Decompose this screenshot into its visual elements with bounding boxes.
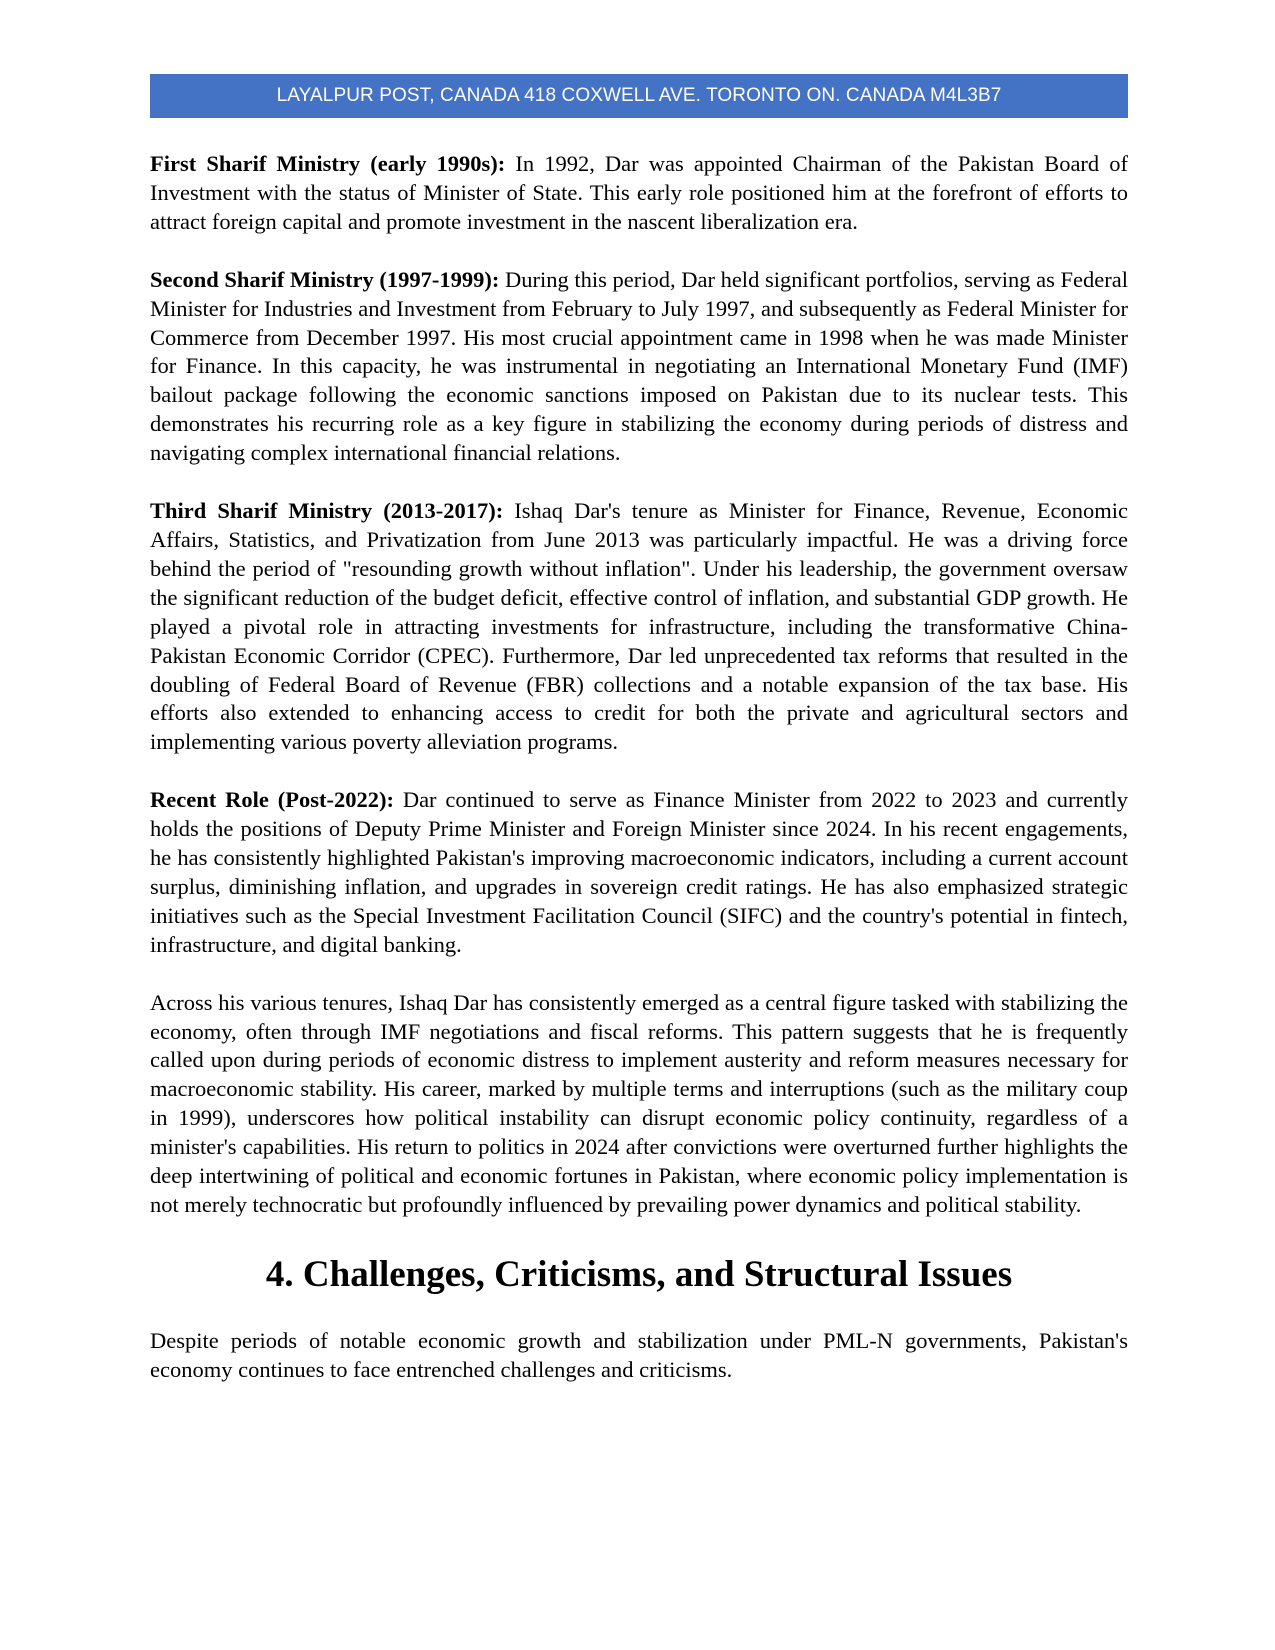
paragraph-lead: Second Sharif Ministry (1997-1999): [150,266,500,292]
paragraph-text: In 1992, Dar was appointed Chairman of the Pakistan Board of Investment with the status of Minister of State. This early role positioned him at the forefront of efforts to attract foreign capital and promote investment in the nascent liberalization era. [150,151,1129,234]
paragraph-recent-role [150,786,1128,959]
paragraph-lead: Recent Role (Post-2022): [150,787,394,813]
paragraph-first-sharif-ministry [150,150,1128,237]
header-address: LAYALPUR POST, CANADA 418 COXWELL AVE. TORONTO ON. CANADA M4L3B7 [276,85,1002,106]
paragraph-text: During this period, Dar held significant portfolios, serving as Federal Minister for Industries and Investment from February to July 1997, and subsequently as Federal Minister for Commerce from December 1997. His most crucial appointment came in 1998 when he was made Minister for Finance. In this capacity, he was instrumental in negotiating an International Monetary Fund (IMF) bailout package following the economic sanctions imposed on Pakistan due to its nuclear tests. This demonstrates his recurring role as a key figure in stabilizing the economy during periods of distress and navigating complex international financial relations. [150,266,1128,466]
paragraph-text: Ishaq Dar's tenure as Minister for Finance, Revenue, Economic Affairs, Statistics, and Privatization from June 2013 was particularly impactful. He was a driving force behind the period of "resounding growth without inflation". Under his leadership, the government oversaw the significant reduction of the budget deficit, effective control of inflation, and substantial GDP growth. He played a pivotal role in attracting investments for infrastructure, including the transformative China-Pakistan Economic Corridor (CPEC). Furthermore, Dar led unprecedented tax reforms that resulted in the doubling of Federal Board of Revenue (FBR) collections and a notable expansion of the tax base. His efforts also extended to enhancing access to credit for both the private and agricultural sectors and implementing various poverty alleviation programs. [150,498,1128,755]
paragraph-second-sharif-ministry [150,266,1128,468]
page-header-banner [150,74,1128,118]
paragraph-section-intro: Despite periods of notable economic growth and stabilization under PML-N governments, Pakistan's economy continues to face entrenched challenges and criticisms. [150,1327,1128,1382]
document-body [150,150,1128,1414]
paragraph-lead: First Sharif Ministry (early 1990s): [150,151,506,176]
paragraph-summary: Across his various tenures, Ishaq Dar has consistently emerged as a central figure tasked with stabilizing the economy, often through IMF negotiations and fiscal reforms. This pattern suggests that he is frequently called upon during periods of economic distress to implement austerity and reform measures necessary for macroeconomic stability. His career, marked by multiple terms and interruptions (such as the military coup in 1999), underscores how political instability can disrupt economic policy continuity, regardless of a minister's capabilities. His return to politics in 2024 after convictions were overturned further highlights the deep intertwining of political and economic fortunes in Pakistan, where economic policy implementation is not merely technocratic but profoundly influenced by prevailing power dynamics and political stability. [150,989,1128,1217]
paragraph-third-sharif-ministry [150,497,1128,757]
section-heading: 4. Challenges, Criticisms, and Structural Issues [265,1253,1013,1295]
paragraph-lead: Third Sharif Ministry (2013-2017): [150,498,504,524]
paragraph-text: Dar continued to serve as Finance Minister from 2022 to 2023 and currently holds the positions of Deputy Prime Minister and Foreign Minister since 2024. In his recent engagements, he has consistently highlighted Pakistan's improving macroeconomic indicators, including a current account surplus, diminishing inflation, and upgrades in sovereign credit ratings. He has also emphasized strategic initiatives such as the Special Investment Facilitation Council (SIFC) and the country's potential in fintech, infrastructure, and digital banking. [150,787,1128,957]
